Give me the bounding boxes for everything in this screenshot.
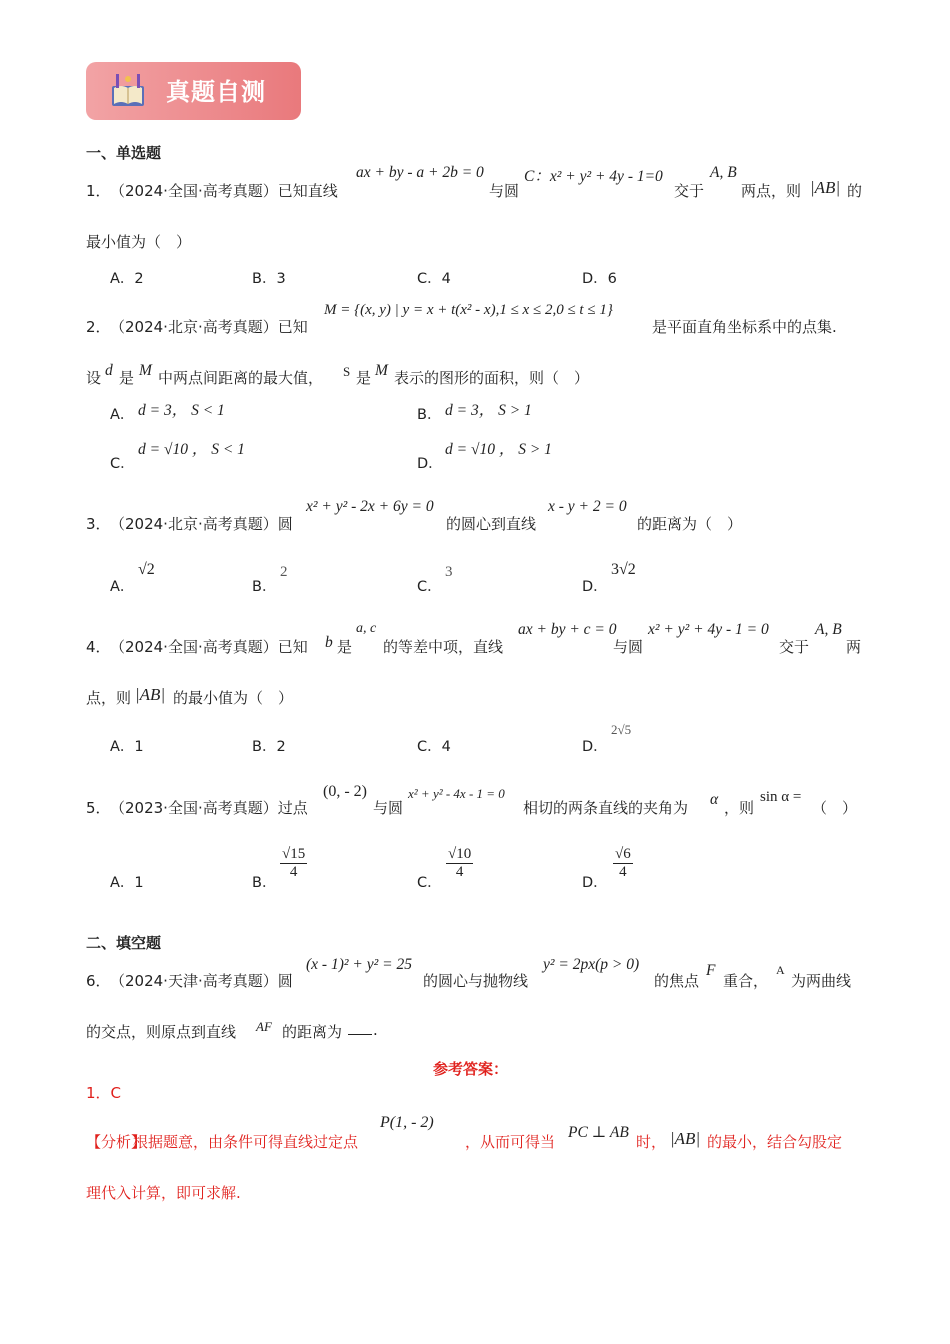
q2-l2-s: S — [343, 364, 351, 379]
q5-option-d-den: 4 — [619, 864, 627, 880]
q3-option-b-label[interactable]: B． — [252, 579, 277, 595]
q2-text2: 是平面直角坐标系中的点集. — [652, 318, 837, 336]
q3-option-a-label[interactable]: A． — [110, 579, 135, 595]
q4-text3: 与圆 — [613, 638, 644, 656]
q2-option-a[interactable]: d = 3， S < 1 — [138, 402, 225, 419]
q2-option-d[interactable]: d = √10 ， S > 1 — [445, 441, 552, 458]
q4-option-d[interactable]: 2√5 — [611, 722, 632, 737]
q1-source: （2024·全国·高考真题）已知直线 — [110, 182, 338, 200]
section-heading-single-choice: 一、单选题 — [86, 144, 162, 162]
q3-option-b[interactable]: 2 — [280, 564, 288, 580]
q5-option-b-den: 4 — [289, 864, 298, 880]
q4-option-b[interactable]: B．2 — [252, 739, 286, 755]
q4-points: A, B — [815, 621, 842, 638]
q5-option-c-num: √10 — [448, 846, 472, 862]
analysis-tag: 【分析】 — [86, 1133, 147, 1151]
q3-number: 3． — [86, 515, 111, 533]
q6-circle-eq: (x - 1)² + y² = 25 — [306, 956, 412, 973]
q6-answer-blank[interactable] — [348, 1021, 372, 1039]
q6-l2b: 的距离为 — [282, 1023, 343, 1041]
q2-option-d-label[interactable]: D． — [417, 456, 443, 472]
q5-option-d-label[interactable]: D． — [582, 875, 608, 891]
q2-l2a: 设 — [86, 369, 102, 387]
q5-option-c-den: 4 — [455, 864, 464, 880]
q5-text3: 相切的两条直线的夹角为 — [523, 799, 689, 817]
q4-is: 是 — [337, 638, 353, 656]
analysis-text2: ，从而可得当 — [465, 1133, 556, 1151]
analysis-perp: PC ⊥ AB — [568, 1124, 629, 1141]
analysis-ab: |AB| — [670, 1129, 701, 1148]
q6-text5: 为两曲线 — [791, 972, 852, 990]
q6-text2: 的圆心与抛物线 — [423, 972, 529, 990]
section-banner — [86, 62, 301, 120]
q3-option-c-label[interactable]: C． — [417, 579, 442, 595]
q2-option-b-label[interactable]: B． — [417, 407, 442, 423]
q1-line2: 最小值为（ ） — [86, 233, 192, 251]
q6-source: （2024·天津·高考真题）圆 — [110, 972, 293, 990]
q4-source: （2024·全国·高考真题）已知 — [110, 638, 308, 656]
q5-option-b-label[interactable]: B． — [252, 875, 277, 891]
q6-l2a: 的交点，则原点到直线 — [86, 1023, 237, 1041]
q1-points: A, B — [710, 164, 737, 181]
q4-option-a[interactable]: A．1 — [110, 739, 144, 755]
q6-number: 6． — [86, 972, 111, 990]
section-heading-fill-in: 二、填空题 — [86, 934, 162, 952]
q5-text4: ，则 — [724, 799, 755, 817]
q2-l2-d: d — [105, 362, 113, 379]
q1-ab: |AB| — [810, 178, 841, 197]
q3-text3: 的距离为（ ） — [637, 515, 743, 533]
answers-title: 参考答案： — [433, 1060, 509, 1078]
q3-option-d-label[interactable]: D． — [582, 579, 608, 595]
analysis-line2: 理代入计算，即可求解. — [86, 1184, 241, 1202]
q5-point: (0, - 2) — [323, 783, 367, 800]
q3-option-d[interactable]: 3√2 — [611, 561, 636, 578]
q2-l2c: 中两点间距离的最大值， — [158, 369, 324, 387]
q5-text2: 与圆 — [373, 799, 404, 817]
q5-alpha: α — [710, 791, 719, 808]
q4-text2: 的等差中项，直线 — [383, 638, 504, 656]
q2-l2e: 表示的图形的面积，则（ ） — [394, 369, 590, 387]
answer-1: 1．C — [86, 1084, 122, 1102]
q6-a: A — [776, 963, 785, 977]
q1-number: 1． — [86, 182, 111, 200]
q4-option-c[interactable]: C．4 — [417, 739, 451, 755]
q2-number: 2． — [86, 318, 111, 336]
q1-option-b[interactable]: B．3 — [252, 271, 286, 287]
q6-f: F — [706, 962, 716, 979]
q5-option-b-num: √15 — [282, 846, 306, 862]
q1-text5: 的 — [847, 182, 863, 200]
q2-option-c-label[interactable]: C． — [110, 456, 135, 472]
book-icon — [108, 70, 148, 110]
q2-set-def: M = {(x, y) | y = x + t(x² - x),1 ≤ x ≤ 2,0 ≤ t ≤ 1} — [324, 302, 613, 318]
q4-text5: 两 — [846, 638, 862, 656]
q2-l2d: 是 — [356, 369, 372, 387]
q4-text4: 交于 — [779, 638, 810, 656]
q5-number: 5． — [86, 799, 111, 817]
q5-option-c-label[interactable]: C． — [417, 875, 442, 891]
q3-option-c[interactable]: 3 — [445, 564, 453, 580]
q6-l2c: . — [373, 1021, 378, 1039]
q3-circle-eq: x² + y² - 2x + 6y = 0 — [306, 498, 434, 515]
analysis-text4: 的最小，结合勾股定 — [707, 1133, 843, 1151]
q5-sin: sin α = — [760, 789, 802, 805]
q1-option-a[interactable]: A．2 — [110, 271, 144, 287]
q4-circle-eq: x² + y² + 4y - 1 = 0 — [648, 621, 769, 638]
q2-option-a-label[interactable]: A． — [110, 407, 135, 423]
q4-l2b: 的最小值为（ ） — [173, 689, 294, 707]
q6-text3: 的焦点 — [654, 972, 700, 990]
q5-option-d-num: √6 — [615, 846, 631, 862]
q1-text3: 交于 — [674, 182, 705, 200]
q5-option-a[interactable]: A．1 — [110, 875, 144, 891]
q5-source: （2023·全国·高考真题）过点 — [110, 799, 308, 817]
q4-line-eq: ax + by + c = 0 — [518, 621, 617, 638]
q1-option-c[interactable]: C．4 — [417, 271, 451, 287]
q4-number: 4． — [86, 638, 111, 656]
q2-option-c[interactable]: d = √10 ， S < 1 — [138, 441, 245, 458]
q1-option-d[interactable]: D．6 — [582, 271, 617, 287]
q2-source: （2024·北京·高考真题）已知 — [110, 318, 308, 336]
analysis-point: P(1, - 2) — [380, 1114, 434, 1131]
q1-circle-eq: C：x² + y² + 4y - 1=0 — [524, 168, 663, 185]
q4-ab: |AB| — [135, 685, 166, 704]
q5-option-c[interactable] — [446, 846, 473, 881]
q1-text2: 与圆 — [489, 182, 520, 200]
q1-line-eq: ax + by - a + 2b = 0 — [356, 164, 484, 181]
q6-parabola-eq: y² = 2px(p > 0) — [543, 956, 640, 973]
q5-option-b[interactable] — [280, 846, 307, 881]
q6-text4: 重合， — [723, 972, 769, 990]
q2-l2-m2: M — [375, 362, 388, 379]
q3-text2: 的圆心到直线 — [446, 515, 537, 533]
q4-l2a: 点，则 — [86, 689, 132, 707]
q3-line-eq: x - y + 2 = 0 — [548, 498, 627, 515]
analysis-text3: 时， — [636, 1133, 667, 1151]
banner-title: 真题自测 — [166, 78, 266, 106]
q3-option-a[interactable]: √2 — [138, 561, 155, 578]
q3-source: （2024·北京·高考真题）圆 — [110, 515, 293, 533]
q4-ac: a, c — [356, 621, 377, 636]
analysis-text1: 根据题意，由条件可得直线过定点 — [133, 1133, 359, 1151]
q6-af: AF — [256, 1019, 272, 1034]
q2-option-b[interactable]: d = 3， S > 1 — [445, 402, 532, 419]
q2-l2b: 是 — [119, 369, 135, 387]
q4-option-d-label[interactable]: D． — [582, 739, 608, 755]
q1-text4: 两点，则 — [741, 182, 802, 200]
q5-option-d[interactable] — [613, 846, 633, 881]
q5-circle-eq: x² + y² - 4x - 1 = 0 — [408, 786, 505, 801]
q4-b: b — [325, 634, 333, 651]
q5-text5: （ ） — [812, 799, 858, 817]
q2-l2-m1: M — [139, 362, 152, 379]
